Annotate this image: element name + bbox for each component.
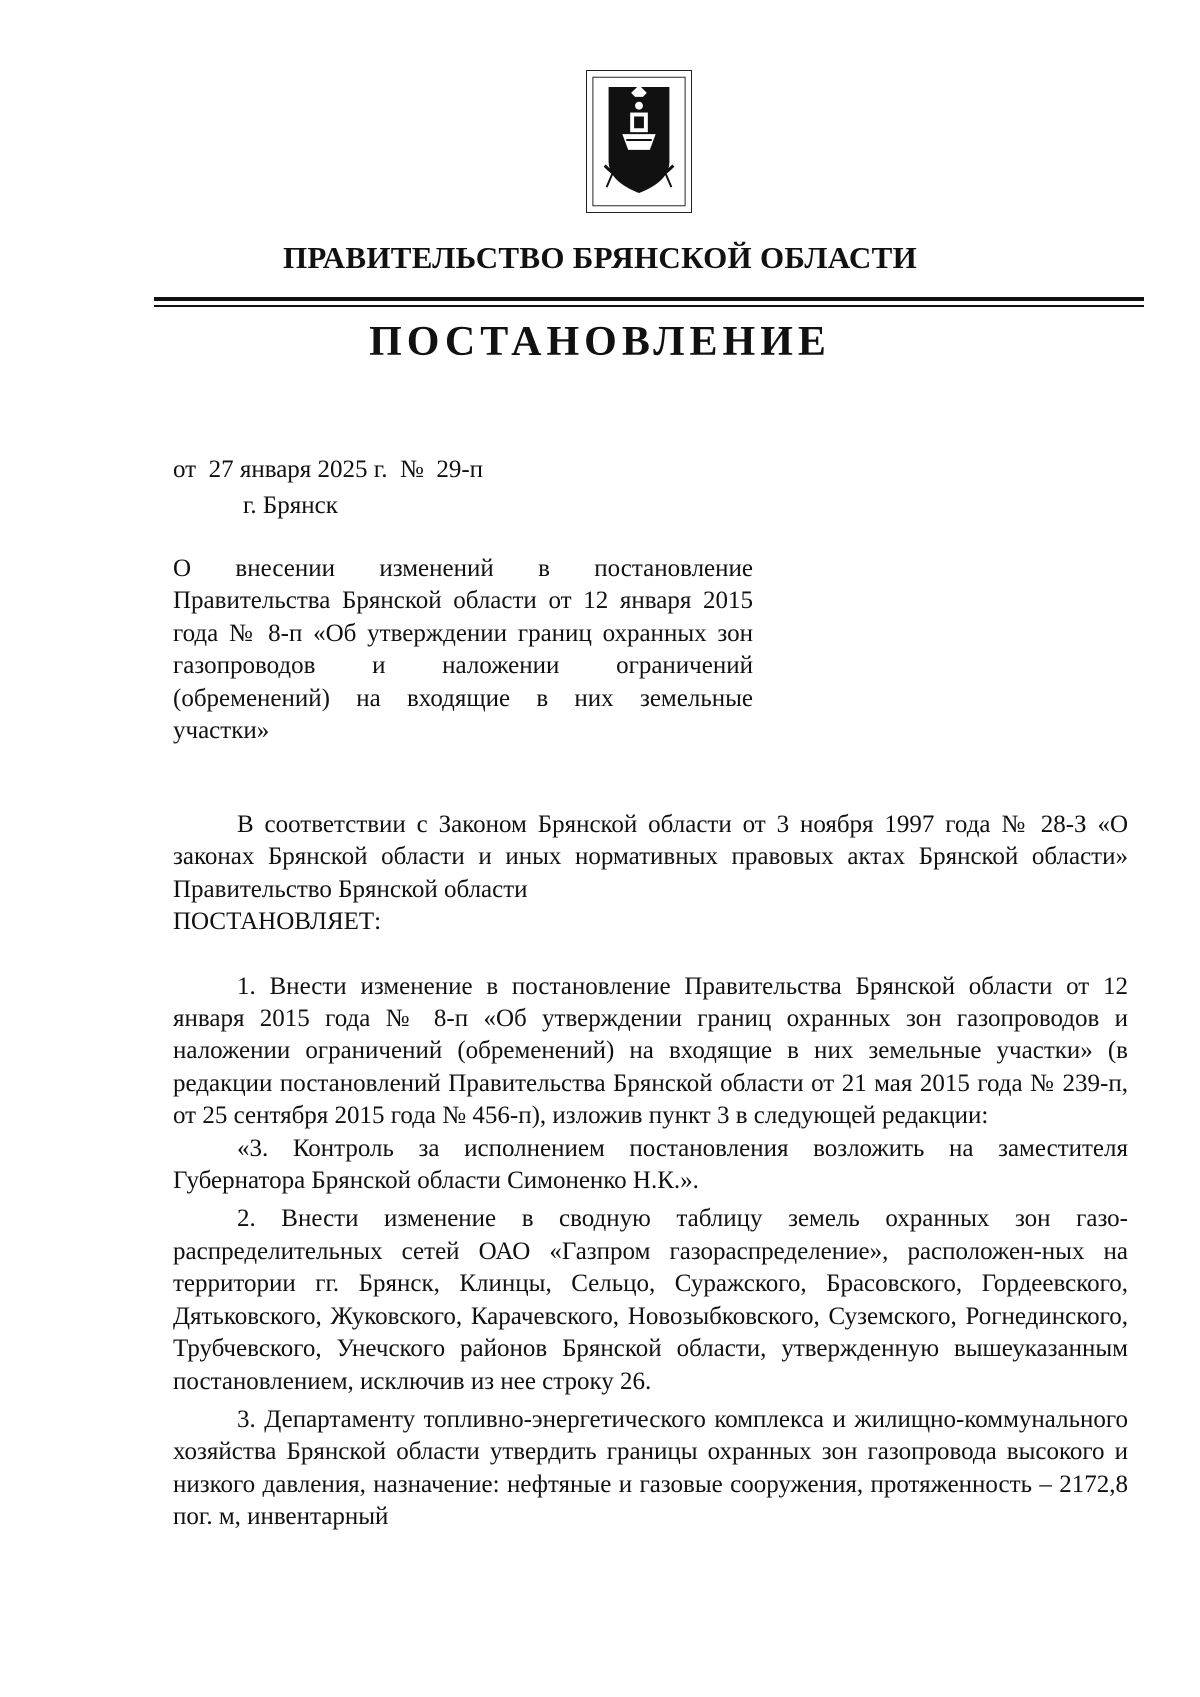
item-1-quote: «3. Контроль за исполнением постановления возложить на заместителя Губернатора Брянской области Симоненко Н.К.».: [173, 1134, 1128, 1195]
header-rule-thin: [154, 305, 1144, 307]
decree-word: ПОСТАНОВЛЯЕТ:: [173, 908, 382, 936]
number-sign: №: [400, 456, 424, 483]
document-date: 27 января 2025 г.: [208, 456, 388, 483]
document-subject: О внесении изменений в постановление Правительства Брянской области от 12 января 2015 года № 8-п «Об утверждении границ охранных зон газопроводов и наложении ограничений (обременений) на входящие в них земельные участки»: [173, 555, 753, 745]
document-kind-title: ПОСТАНОВЛЕНИЕ: [369, 319, 831, 365]
document-date-number: [173, 456, 483, 484]
document-number: 29-п: [436, 456, 484, 483]
item-2-paragraph: 2. Внести изменение в сводную таблицу земель охранных зон газо-распределительных сетей ОАО «Газпром газораспределение», расположен-ных на территории гг. Брянск, Клинцы, Сельцо, Суражского, Брасовского, Гордеевского, Дятьковского, Жуковского, Карачевского, Новозыбковского, Суземского, Рогнединского, Трубчевского, Унечского районов Брянской области, утвержденную вышеуказанным постановлением, исключив из нее строку 26.: [173, 1205, 1128, 1395]
preamble-paragraph: В соответствии с Законом Брянской области от 3 ноября 1997 года № 28-З «О законах Брянской области и иных нормативных правовых актах Брянской области» Правительство Брянской области: [173, 811, 1128, 903]
organization-title: ПРАВИТЕЛЬСТВО БРЯНСКОЙ ОБЛАСТИ: [282, 240, 918, 275]
item-3-paragraph: 3. Департаменту топливно-энергетического комплекса и жилищно-коммунального хозяйства Брянской области утвердить границы охранных зон газопровода высокого и низкого давления, назначение: нефтяные и газовые сооружения, протяженность – 2172,8 пог. м, инвентарный: [173, 1405, 1128, 1531]
date-prefix: от: [173, 456, 197, 483]
document-body: [173, 809, 1128, 1534]
coat-of-arms-icon: [586, 70, 692, 213]
document-city: г. Брянск: [243, 492, 338, 519]
item-1-paragraph: 1. Внести изменение в постановление Правительства Брянской области от 12 января 2015 года № 8-п «Об утверждении границ охранных зон газопроводов и наложении ограничений (обременений) на входящие в них земельные участки» (в редакции постановлений Правительства Брянской области от 21 мая 2015 года № 239-п, от 25 сентября 2015 года № 456-п), изложив пункт 3 в следующей редакции:: [173, 972, 1128, 1130]
header-rule-thick: [154, 297, 1144, 301]
